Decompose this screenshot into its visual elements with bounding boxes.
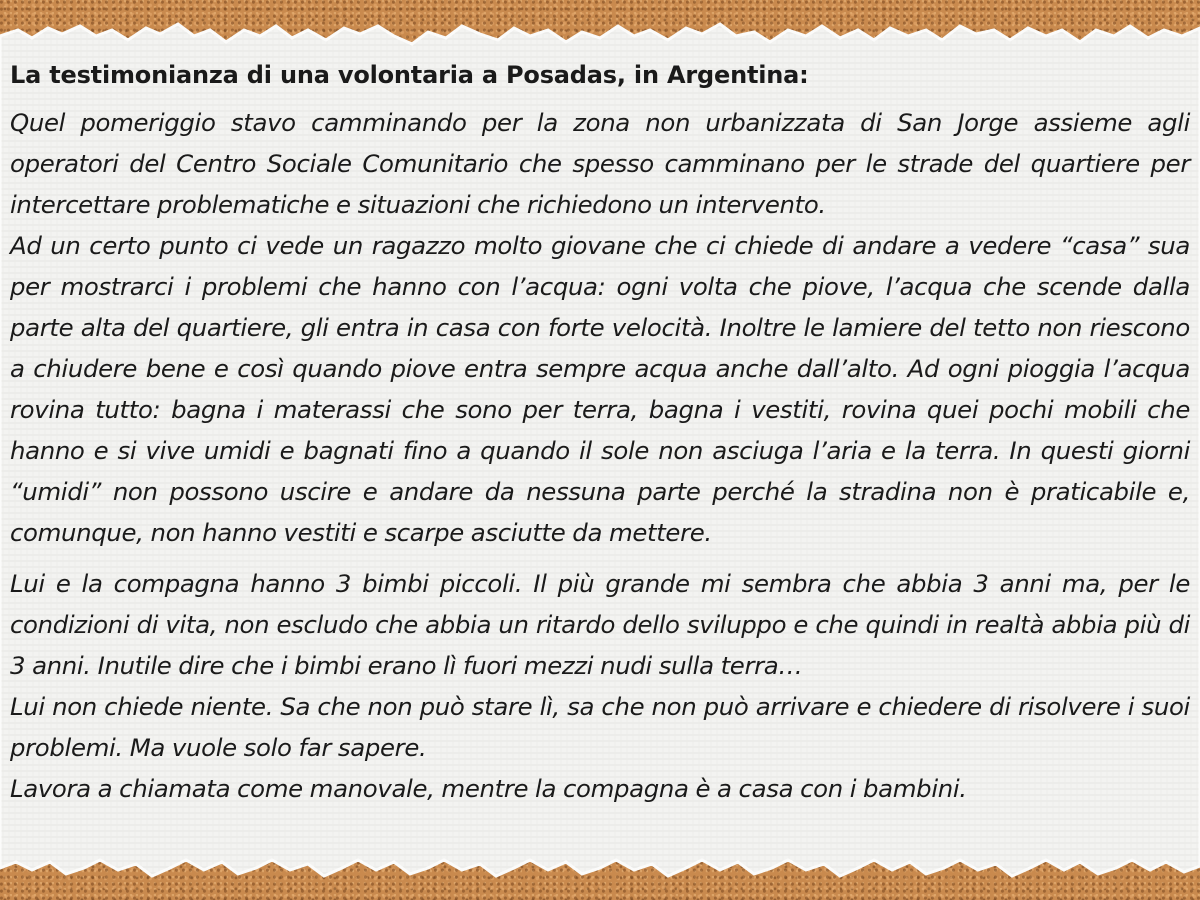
paragraph-1: Quel pomeriggio stavo camminando per la zona non urbanizzata di San Jorge assieme agli operatori del Centro Sociale Comunitario che spesso camminano per le strade del quartiere per intercettare problematiche e situazioni che richiedono un intervento. xyxy=(10,108,1190,219)
paragraph-4: Lui non chiede niente. Sa che non può stare lì, sa che non può arrivare e chiedere di risolvere i suoi problemi. Ma vuole solo far sapere. xyxy=(10,692,1190,762)
paragraph-5: Lavora a chiamata come manovale, mentre la compagna è a casa con i bambini. xyxy=(10,774,967,803)
page-title: La testimonianza di una volontaria a Posadas, in Argentina: xyxy=(10,61,809,89)
paragraph-2: Ad un certo punto ci vede un ragazzo molto giovane che ci chiede di andare a vedere “casa” sua per mostrarci i problemi che hanno con l’acqua: ogni volta che piove, l’acqua che scende dalla parte alta del quartiere, gli entra in casa con forte velocità. Inoltre le lamiere del tetto non riescono a chiudere bene e così quando piove entra sempre acqua anche dall’alto. Ad ogni pioggia l’acqua rovina tutto: bagna i materassi che sono per terra, bagna i vestiti, rovina quei pochi mobili che hanno e si vive umidi e bagnati fino a quando il sole non asciuga l’aria e la terra. In questi giorni “umidi” non possono uscire e andare da nessuna parte perché la stradina non è praticabile e, comunque, non hanno vestiti e scarpe asciutte da mettere. xyxy=(10,231,1190,547)
text-block xyxy=(10,58,1190,809)
paragraph-3: Lui e la compagna hanno 3 bimbi piccoli. Il più grande mi sembra che abbia 3 anni ma, per le condizioni di vita, non escludo che abbia un ritardo dello sviluppo e che quindi in realtà abbia più di 3 anni. Inutile dire che i bimbi erano lì fuori mezzi nudi sulla terra… xyxy=(10,569,1190,680)
